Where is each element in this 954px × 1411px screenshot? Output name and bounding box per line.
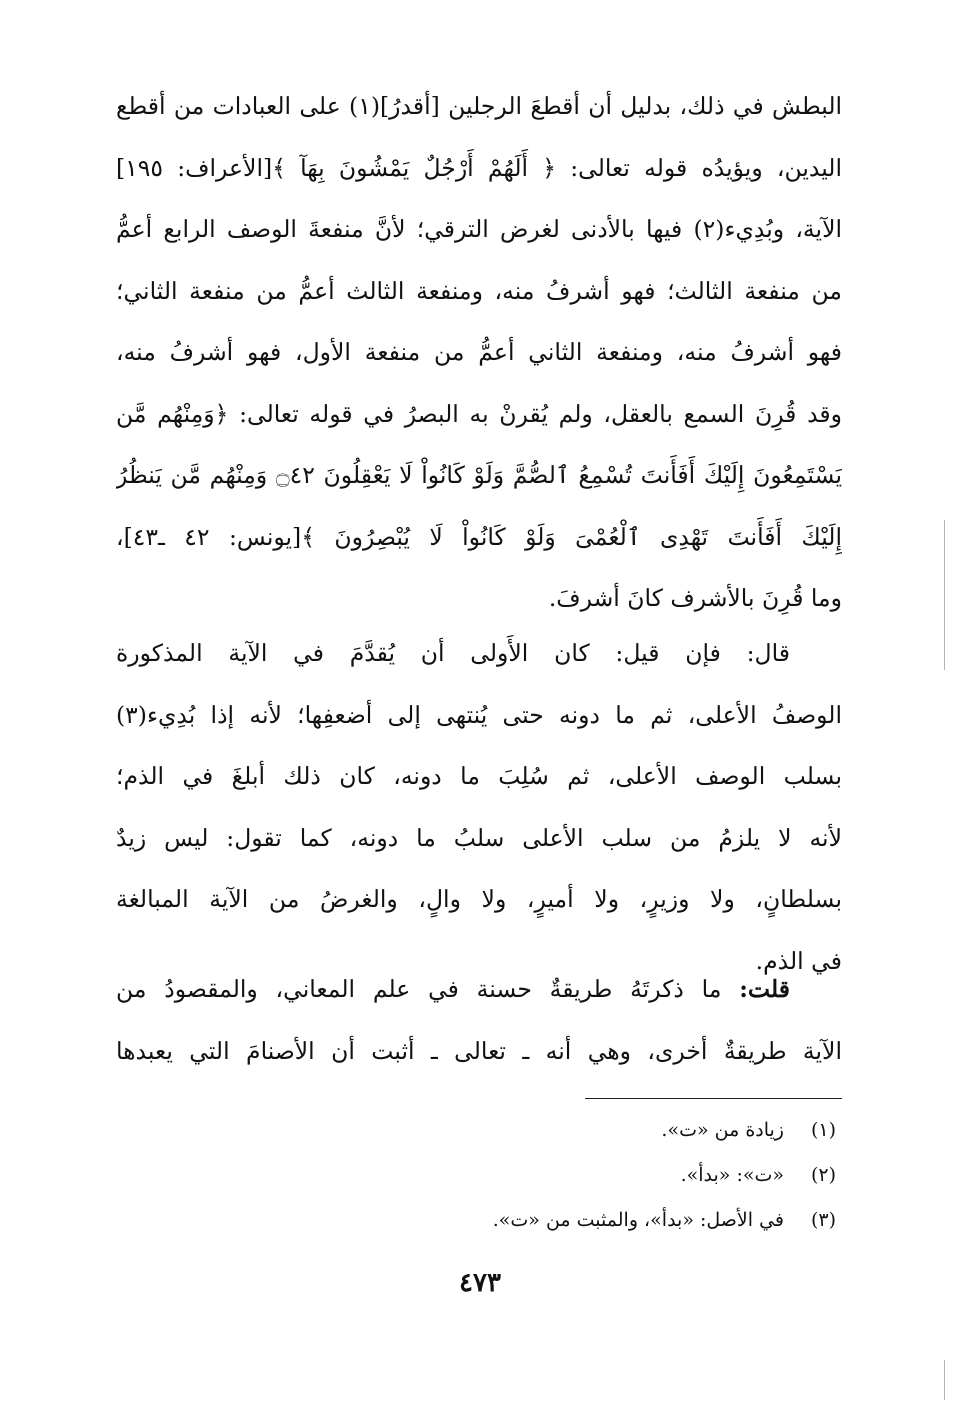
- footnotes: [400, 1108, 836, 1243]
- text-line: في الذم.: [755, 946, 842, 975]
- text-line: بسلب الوصف الأعلى، ثم سُلِبَ ما دونه، كان ذلك أبلغَ في الذم؛: [116, 762, 842, 790]
- text-line: الآية، وبُدِيء(٢) فيها بالأدنى لغرض الترقي؛ لأنَّ منفعةَ الوصف الرابع أعمُّ: [116, 215, 842, 243]
- footnote-divider: [585, 1098, 842, 1099]
- text-line: بسلطانٍ، ولا وزيرٍ، ولا أميرٍ، ولا والٍ، والغرضُ من الآية المبالغة: [116, 885, 842, 913]
- footnote: [400, 1108, 836, 1153]
- text-line: إِلَيْكَ أَفَأَنتَ تَهْدِى ٱلْعُمْىَ وَلَوْ كَانُواْ لَا يُبْصِرُونَ ﴾[يونس: ٤٢ ـ٤٣]،: [116, 522, 842, 551]
- page-number: ٤٧٣: [459, 1268, 501, 1298]
- scan-margin-mark: [944, 520, 945, 670]
- text-line: [116, 959, 842, 1021]
- footnote-number: (٢): [810, 1164, 836, 1186]
- text-line: اليدين، ويؤيدُه قوله تعالى: ﴿ أَلَهُمْ أَرْجُلٌ يَمْشُونَ بِهَآ ﴾[الأعراف: ١٩٥]: [116, 153, 842, 182]
- text-line: فهو أشرفُ منه، ومنفعة الثاني أعمُّ من منفعة الأول، فهو أشرفُ منه،: [116, 338, 842, 366]
- text-line: يَسْتَمِعُونَ إِلَيْكَ أَفَأَنتَ تُسْمِعُ ٱلصُّمَّ وَلَوْ كَانُواْ لَا يَعْقِلُونَ ۝٤٢ وَمِنْهُم مَّن يَنظُرُ: [116, 461, 842, 489]
- footnote: [400, 1198, 836, 1243]
- text-line: وما قُرِنَ بالأشرف كانَ أشرفَ.: [548, 584, 842, 612]
- scan-margin-mark: [944, 1360, 945, 1400]
- text-line: من منفعة الثالث؛ فهو أشرفُ منه، ومنفعة الثالث أعمُّ من منفعة الثاني؛: [116, 276, 842, 305]
- footnote-text: في الأصل: «بدأ»، والمثبت من «ت».: [492, 1209, 784, 1231]
- footnote-number: (٣): [810, 1209, 836, 1231]
- text-line: وقد قُرِنَ السمع بالعقل، ولم يُقرنْ به البصرُ في قوله تعالى: ﴿وَمِنْهُم مَّن: [116, 399, 842, 428]
- text-line: الوصفُ الأعلى، ثم ما دونه حتى يُنتهى إلى أضعفِها؛ لأنه إذا بُدِيء(٣): [116, 700, 842, 729]
- paragraph-1: [116, 76, 842, 630]
- text-line-rest: ما ذكرتَهُ طريقةٌ حسنة في علم المعاني، والمقصودُ من: [116, 975, 740, 1003]
- paragraph-3: [116, 959, 842, 1082]
- footnote: [400, 1153, 836, 1198]
- paragraph-2: [116, 623, 842, 992]
- text-line: الآية طريقةٌ أخرى، وهي أنه ـ تعالى ـ أثبت أن الأصنامَ التي يعبدها: [116, 1036, 842, 1065]
- footnote-text: زيادة من «ت».: [661, 1119, 784, 1141]
- text-line: البطش في ذلك، بدليل أن أقطعَ الرجلين [أقدرُ](١) على العبادات من أقطع: [116, 92, 842, 120]
- footnote-number: (١): [810, 1119, 836, 1141]
- text-line: لأنه لا يلزمُ من سلب الأعلى سلبُ ما دونه، كما تقول: ليس زيدٌ: [116, 823, 842, 852]
- footnote-text: «ت»: «بدأ».: [680, 1164, 784, 1186]
- paragraph-lead: قلت:: [739, 975, 790, 1003]
- text-line: قال: فإن قيل: كان الأَولى أن يُقدَّمَ في الآية المذكورة: [116, 639, 790, 667]
